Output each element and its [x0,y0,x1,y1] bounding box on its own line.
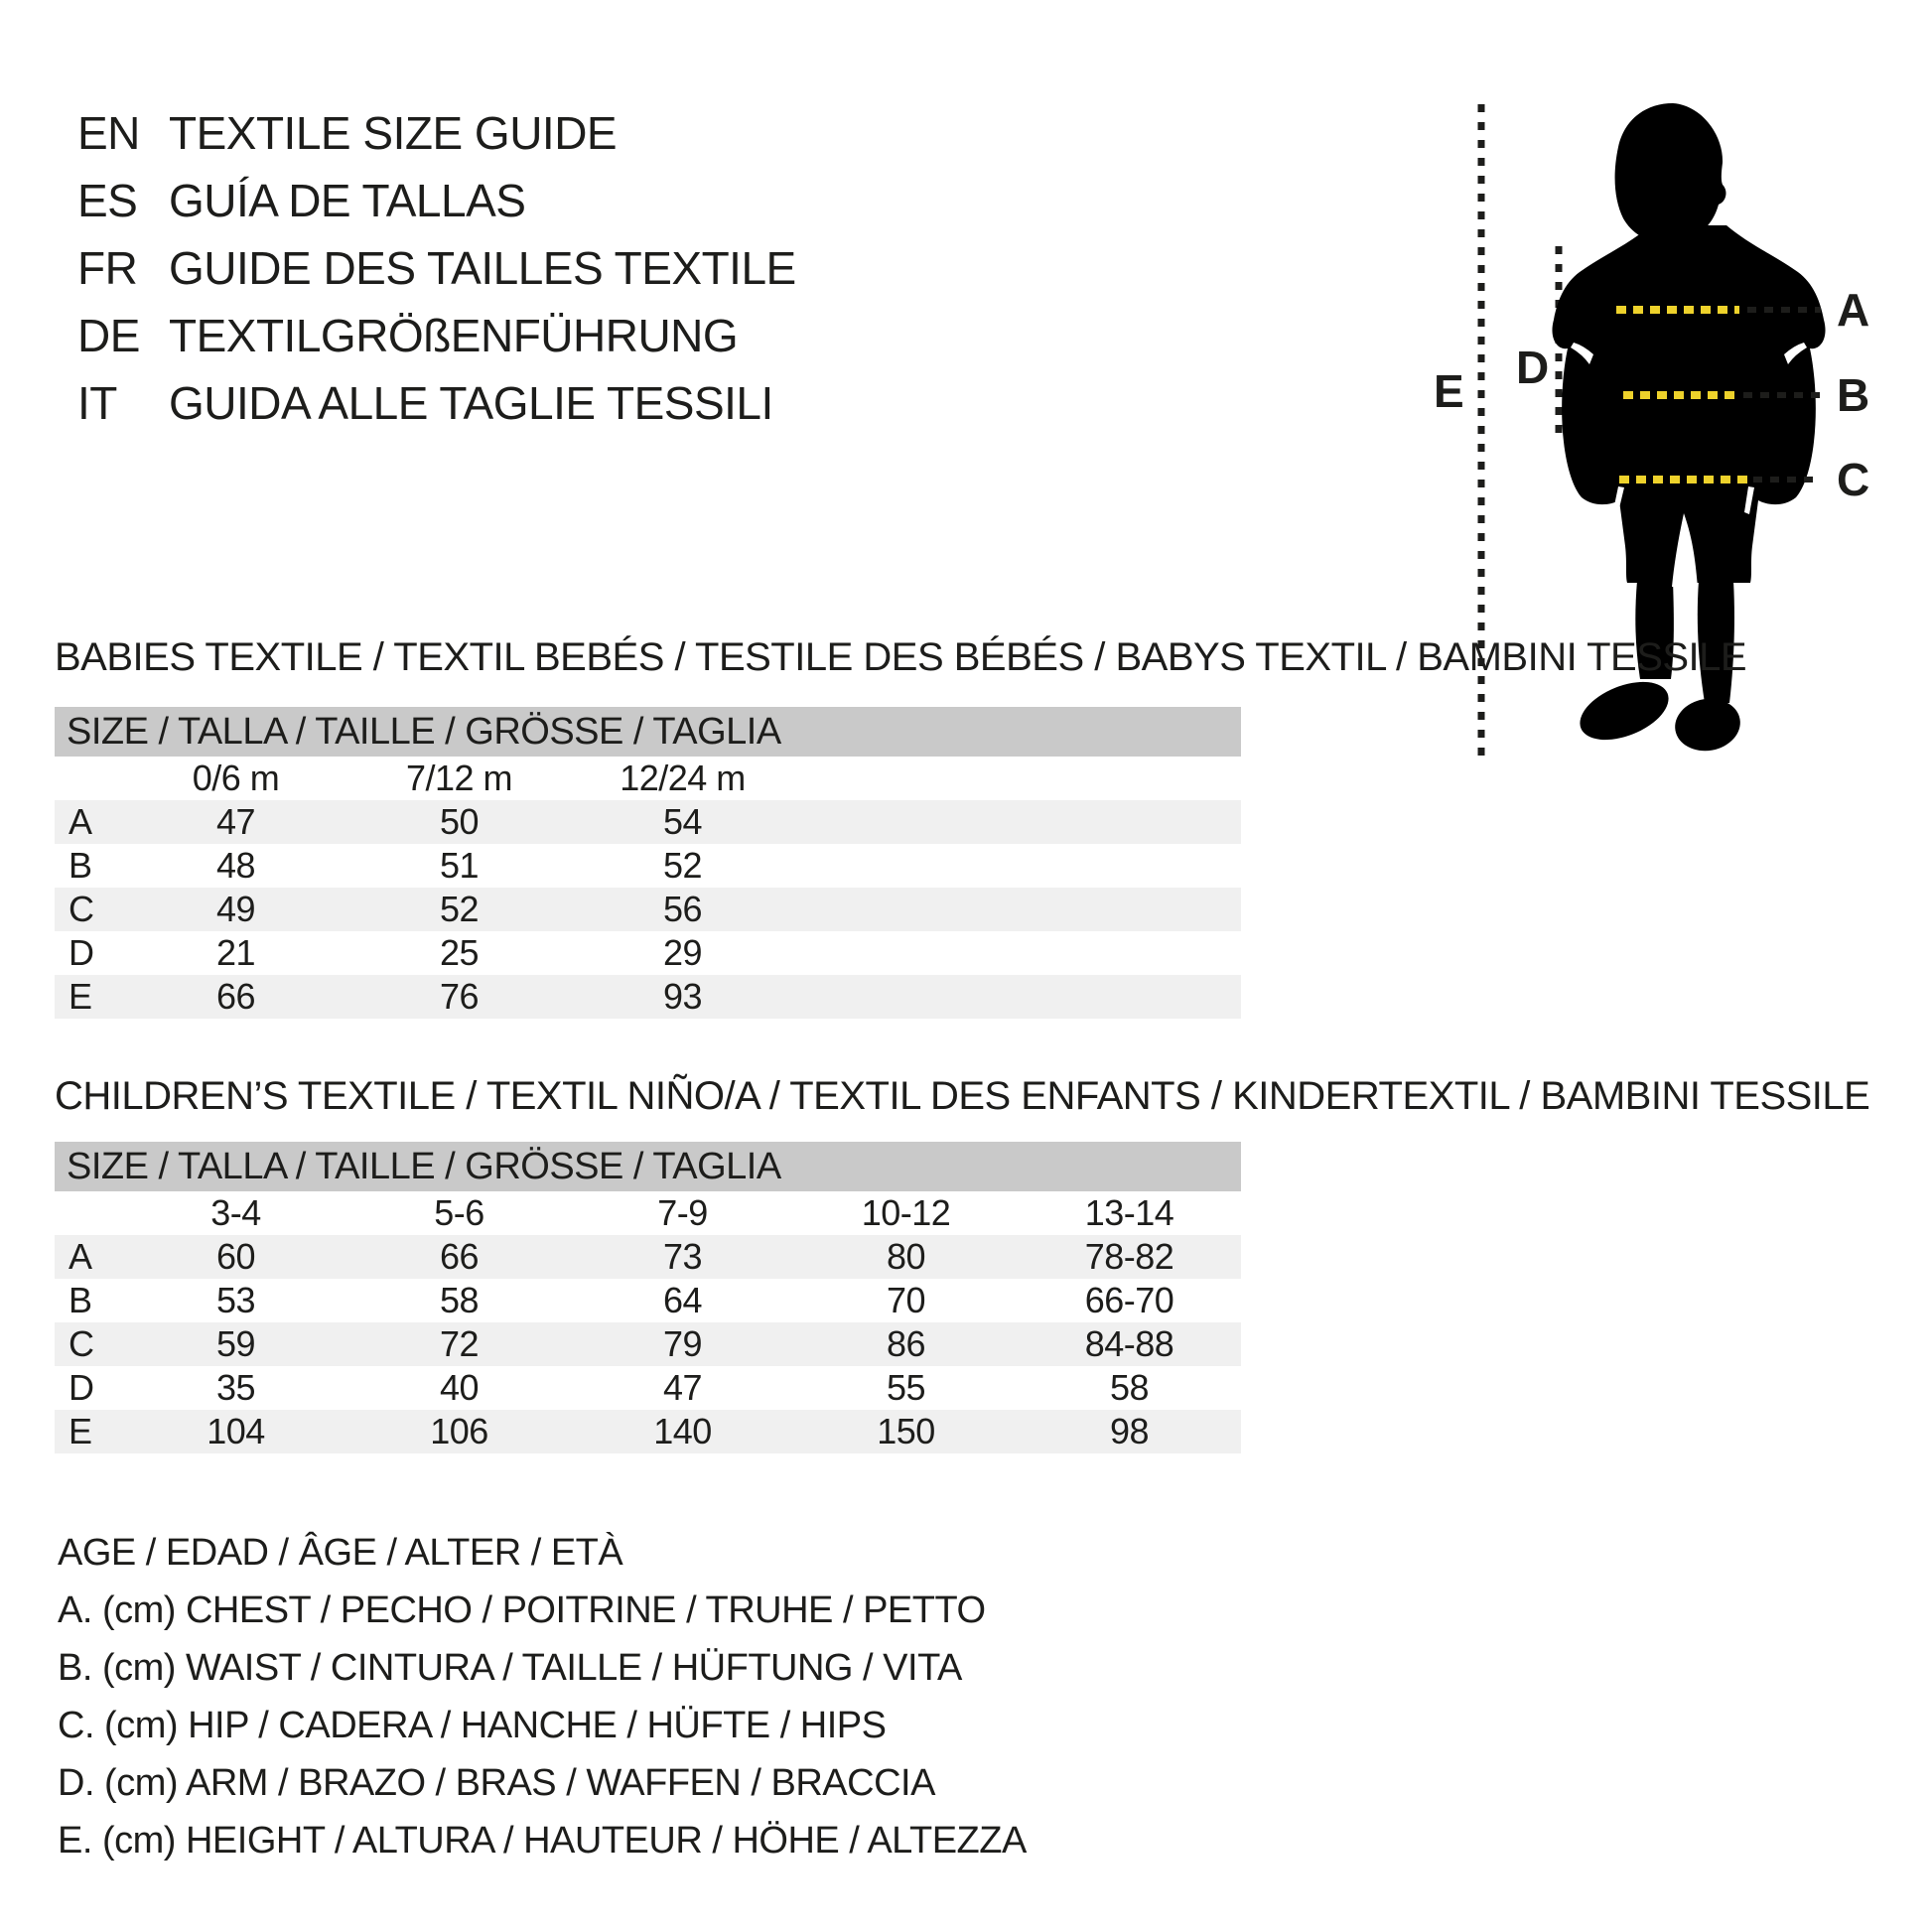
column-header: 5-6 [434,1192,484,1233]
row-label: B [69,1280,92,1320]
legend-line: A. (cm) CHEST / PECHO / POITRINE / TRUHE / PETTO [58,1588,986,1631]
babies-size-bar: SIZE / TALLA / TAILLE / GRÖSSE / TAGLIA [55,707,1241,757]
table-cell: 80 [886,1236,926,1277]
table-cell: 70 [886,1280,926,1320]
legend-line: B. (cm) WAIST / CINTURA / TAILLE / HÜFTUNG / VITA [58,1646,962,1689]
language-row [77,234,796,302]
column-header-row [55,757,1241,800]
row-label: A [69,1236,92,1277]
legend-line: E. (cm) HEIGHT / ALTURA / HAUTEUR / HÖHE / ALTEZZA [58,1819,1027,1862]
table-row [55,1279,1241,1322]
children-size-table [55,1142,1241,1453]
language-code: DE [77,310,140,361]
table-cell: 50 [439,801,480,842]
table-row [55,1322,1241,1366]
table-row [55,1410,1241,1453]
table-cell: 29 [662,932,703,973]
table-cell: 98 [1109,1411,1150,1451]
babies-size-table [55,707,1241,1019]
table-cell: 64 [662,1280,703,1320]
table-cell: 93 [662,976,703,1017]
column-header: 7/12 m [405,758,513,798]
table-row [55,1235,1241,1279]
figure-label-B: B [1837,369,1869,421]
table-row [55,1366,1241,1410]
table-cell: 58 [1109,1367,1150,1408]
table-cell: 66 [439,1236,480,1277]
children-section-heading: CHILDREN’S TEXTILE / TEXTIL NIÑO/A / TEXTIL DES ENFANTS / KINDERTEXTIL / BAMBINI TESSILE [55,1074,1870,1118]
table-cell: 48 [215,845,256,886]
language-row [77,302,796,369]
table-cell: 79 [662,1323,703,1364]
table-row [55,931,1241,975]
language-code: FR [77,242,138,294]
language-code: EN [77,107,140,159]
table-cell: 25 [439,932,480,973]
table-cell: 66 [215,976,256,1017]
language-title: TEXTILGRÖßENFÜHRUNG [169,310,739,361]
column-header-row [55,1191,1241,1235]
table-row [55,975,1241,1019]
language-row [77,99,796,167]
row-label: D [69,1367,94,1408]
table-cell: 54 [662,801,703,842]
table-cell: 35 [215,1367,256,1408]
row-label: B [69,845,92,886]
column-header: 13-14 [1084,1192,1174,1233]
table-row [55,844,1241,888]
children-size-bar: SIZE / TALLA / TAILLE / GRÖSSE / TAGLIA [55,1142,1241,1191]
table-cell: 86 [886,1323,926,1364]
legend-line: C. (cm) HIP / CADERA / HANCHE / HÜFTE / HIPS [58,1704,887,1746]
table-row [55,888,1241,931]
column-header: 10-12 [861,1192,951,1233]
table-cell: 78-82 [1084,1236,1174,1277]
row-label: E [69,1411,92,1451]
language-title: GUIDE DES TAILLES TEXTILE [169,242,796,294]
figure-label-A: A [1837,284,1869,336]
table-cell: 60 [215,1236,256,1277]
column-header: 0/6 m [192,758,280,798]
table-cell: 72 [439,1323,480,1364]
table-cell: 66-70 [1084,1280,1174,1320]
table-cell: 21 [215,932,256,973]
language-title-block [77,99,796,437]
table-cell: 56 [662,889,703,929]
language-row [77,369,796,437]
table-cell: 58 [439,1280,480,1320]
table-cell: 73 [662,1236,703,1277]
column-header: 7-9 [657,1192,708,1233]
language-code: ES [77,175,138,226]
row-label: E [69,976,92,1017]
table-cell: 51 [439,845,480,886]
row-label: D [69,932,94,973]
row-label: C [69,889,94,929]
babies-section-heading: BABIES TEXTILE / TEXTIL BEBÉS / TESTILE DES BÉBÉS / BABYS TEXTIL / BAMBINI TESSILE [55,635,1747,679]
table-cell: 47 [662,1367,703,1408]
table-cell: 84-88 [1084,1323,1174,1364]
table-cell: 49 [215,889,256,929]
measurement-legend [58,1524,1027,1869]
language-title: GUÍA DE TALLAS [169,175,526,226]
table-cell: 40 [439,1367,480,1408]
figure-label-E: E [1434,365,1464,417]
language-title: TEXTILE SIZE GUIDE [169,107,618,159]
language-code: IT [77,377,117,429]
table-row [55,800,1241,844]
table-cell: 55 [886,1367,926,1408]
row-label: C [69,1323,94,1364]
legend-line: D. (cm) ARM / BRAZO / BRAS / WAFFEN / BRACCIA [58,1761,935,1804]
table-cell: 76 [439,976,480,1017]
column-header: 3-4 [210,1192,261,1233]
figure-label-C: C [1837,454,1869,505]
legend-line: AGE / EDAD / ÂGE / ALTER / ETÀ [58,1531,623,1574]
table-cell: 53 [215,1280,256,1320]
table-cell: 59 [215,1323,256,1364]
table-cell: 52 [439,889,480,929]
figure-label-D: D [1516,342,1549,393]
column-header: 12/24 m [620,758,746,798]
language-title: GUIDA ALLE TAGLIE TESSILI [169,377,773,429]
table-cell: 52 [662,845,703,886]
table-cell: 106 [430,1411,488,1451]
table-cell: 150 [877,1411,935,1451]
table-cell: 104 [207,1411,265,1451]
row-label: A [69,801,92,842]
table-cell: 47 [215,801,256,842]
language-row [77,167,796,234]
table-cell: 140 [653,1411,712,1451]
